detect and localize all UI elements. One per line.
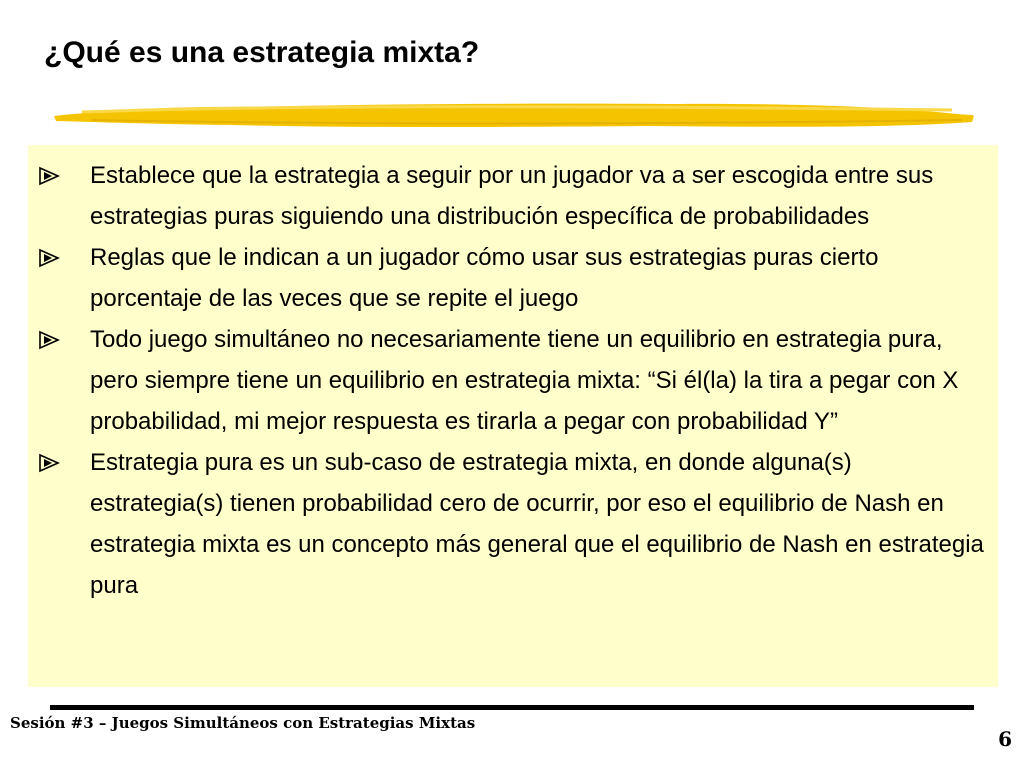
footer-rule [50, 705, 974, 710]
bullet-item [28, 237, 998, 319]
arrow-triangle-icon [38, 453, 60, 473]
bullet-item [28, 319, 998, 442]
arrow-triangle-icon [38, 248, 60, 268]
title-underline-brushstroke [52, 94, 976, 134]
bullet-list [28, 155, 998, 606]
bullet-item [28, 155, 998, 237]
page-number: 6 [998, 727, 1012, 751]
bullet-text: Estrategia pura es un sub-caso de estrategia mixta, en donde alguna(s) estrategia(s) tienen probabilidad cero de ocurrir, por eso el equilibrio de Nash en estrategia mixta es un concepto más general que el equilibrio de Nash en estrategia pura [90, 449, 984, 599]
bullet-text: Establece que la estrategia a seguir por un jugador va a ser escogida entre sus estrategias puras siguiendo una distribución específica de probabilidades [90, 162, 934, 230]
bullet-item [28, 442, 998, 606]
arrow-triangle-icon [38, 330, 60, 350]
content-box [28, 145, 998, 687]
bullet-text: Reglas que le indican a un jugador cómo usar sus estrategias puras cierto porcentaje de las veces que se repite el juego [90, 244, 879, 312]
bullet-text: Todo juego simultáneo no necesariamente tiene un equilibrio en estrategia pura, pero siempre tiene un equilibrio en estrategia mixta: “Si él(la) la tira a pegar con X probabilidad, mi mejor respuesta es tirarla a pegar con probabilidad Y” [90, 326, 959, 435]
slide-title: ¿Qué es una estrategia mixta? [44, 36, 480, 69]
arrow-triangle-icon [38, 166, 60, 186]
footer-session-label: Sesión #3 – Juegos Simultáneos con Estrategias Mixtas [10, 714, 476, 732]
